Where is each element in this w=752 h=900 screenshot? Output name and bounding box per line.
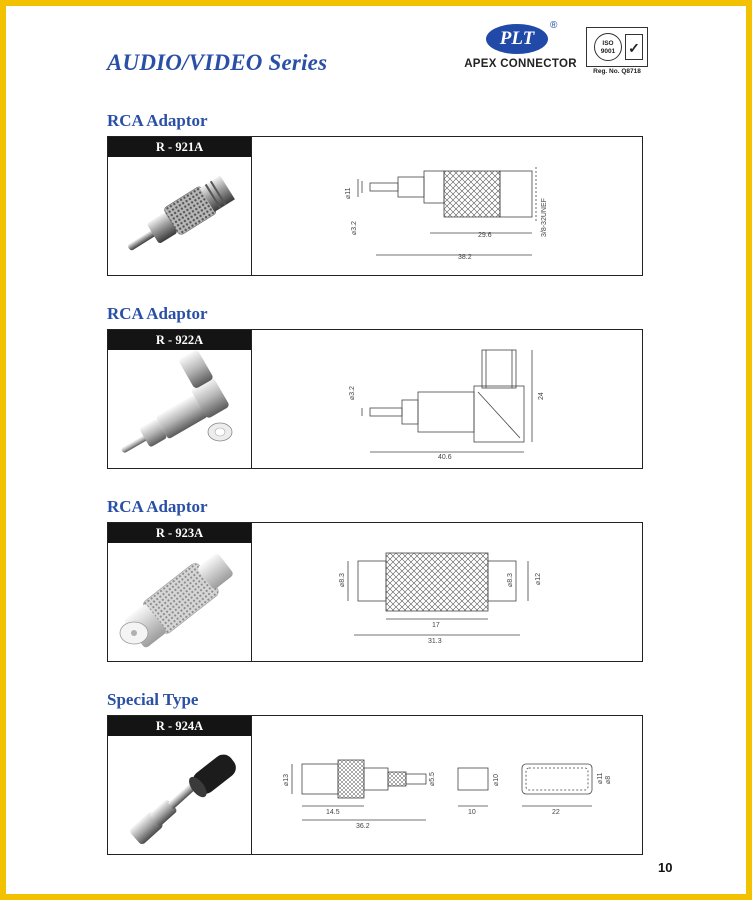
dimension-label: 38.2 (458, 254, 472, 261)
dimension-label: ⌀11 (597, 772, 604, 784)
dimension-label: ⌀8.3 (339, 573, 346, 587)
dimension-label: ⌀10 (493, 773, 500, 786)
technical-drawing (252, 330, 642, 468)
product-panel (107, 136, 643, 276)
rca-adaptor-photo (108, 157, 251, 275)
dimension-label: 24 (538, 392, 545, 400)
technical-drawing (252, 523, 642, 661)
iso-certification-badge (586, 27, 648, 67)
dimension-label: 10 (468, 809, 476, 816)
dimension-label: ⌀12 (535, 572, 542, 585)
product-code: R - 923A (108, 523, 251, 543)
dimension-label: ⌀13 (283, 773, 290, 786)
dimension-label: 29.6 (478, 232, 492, 239)
product-photo-cell (108, 523, 252, 661)
section-heading: Special Type (107, 690, 199, 709)
product-panel (107, 329, 643, 469)
dimension-label: ⌀5.5 (429, 772, 436, 786)
rca-adaptor-photo (108, 543, 251, 661)
dimension-label: 31.3 (428, 638, 442, 645)
dimension-label: 22 (552, 809, 560, 816)
dimension-label: ⌀11 (345, 187, 352, 199)
product-photo-cell (108, 716, 252, 854)
technical-drawing (252, 716, 642, 854)
dimension-label: 36.2 (356, 823, 370, 830)
dimension-label: ⌀3.2 (349, 386, 356, 400)
plt-logo-badge: PLT (486, 24, 548, 54)
rca-adaptor-photo (108, 736, 251, 854)
product-photo-cell (108, 137, 252, 275)
dimension-label: 40.6 (438, 454, 452, 461)
page-number: 10 (658, 860, 673, 875)
section-heading: RCA Adaptor (107, 304, 208, 323)
brand-name: APEX CONNECTOR (464, 58, 577, 70)
iso-seal: ISO 9001 (594, 33, 622, 61)
section-heading: RCA Adaptor (107, 497, 208, 516)
series-title: AUDIO/VIDEO Series (107, 50, 328, 75)
section-heading: RCA Adaptor (107, 111, 208, 130)
dimension-label: ⌀8.3 (507, 573, 514, 587)
iso-registration-number: Reg. No. Q8718 (593, 68, 641, 75)
product-code: R - 922A (108, 330, 251, 350)
dimension-label: 17 (432, 622, 440, 629)
dimension-label: 3/8-32UNEF (541, 198, 548, 237)
dimension-label: 14.5 (326, 809, 340, 816)
product-panel (107, 715, 643, 855)
dimension-label: ⌀3.2 (351, 221, 358, 235)
registered-mark: ® (550, 20, 558, 31)
technical-drawing (252, 137, 642, 275)
check-icon: ✓ (625, 34, 643, 60)
dimension-label: ⌀8 (605, 775, 612, 784)
product-code: R - 921A (108, 137, 251, 157)
rca-adaptor-photo (108, 350, 251, 468)
company-logo (458, 20, 583, 78)
product-code: R - 924A (108, 716, 251, 736)
product-photo-cell (108, 330, 252, 468)
product-panel (107, 522, 643, 662)
